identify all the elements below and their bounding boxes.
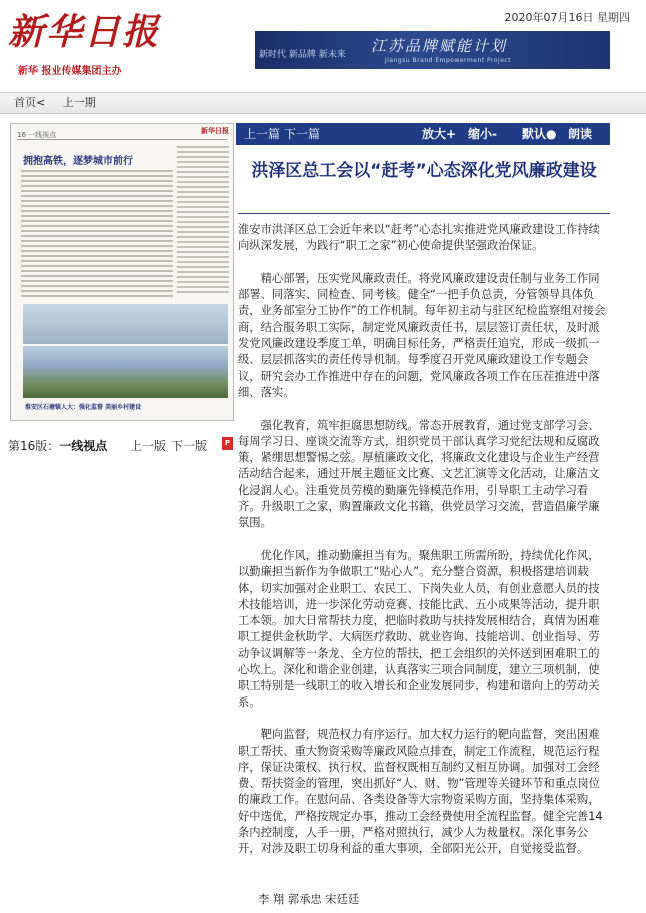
thumb-photo [23,346,228,398]
nav-home-link[interactable]: 首页< [14,96,46,109]
banner-slogan: 新时代 新品牌 新未来 [259,50,346,60]
article-paragraph: 强化教育，筑牢拒腐思想防线。常态开展教育，通过党支部学习会、每周学习日、座谈交流等方式，组织党员干部认真学习党纪法规和反腐政策，紧绷思想警惕之弦。厚植廉政文化，将廉政文化建设与企业生产经营活动结合起来，通过开展主题征文比赛、文艺汇演等文化活动，让廉洁文化浸润人心。注重党员劳模的勤廉先锋模范作用，引导职工主动学习看齐。升级职工之家，购置廉政文化书籍，供党员学习交流，营造倡廉学廉氛围。 [238,418,600,530]
thumb-caption: 淮安区石塘镇人大：强化监督 美丽乡村建设 [25,404,142,411]
page-header [0,0,646,88]
pdf-icon[interactable]: P [222,437,233,450]
page-number: 第16版： [8,439,60,453]
banner-english: Jiangsu Brand Empowerment Project [385,57,512,64]
publisher-mark: 新华 [18,66,38,77]
article-paragraph: 优化作风，推动勤廉担当有为。聚焦职工所需所盼，持续优化作风，以勤廉担当新作为争做职工“贴心人”。充分整合资源，积极搭建培训载体，切实加强对企业职工、农民工、下岗失业人员，有创业意愿人员的技术技能培训，进一步深化劳动竞赛、技能比武、五小成果等活动，提升职工本领。加大日常帮扶力度，把临时救助与扶持发展相结合，真情为困难职工提供金秋助学、大病医疗救助、就业咨询、技能培训、创业指导、劳动争议调解等一条龙、全方位的帮扶，把工会组织的关怀送到困难职工的心坎上。深化和谐企业创建，认真落实三项合同制度，建立三项机制，使职工特别是一线职工的收入增长和企业发展同步，构建和谐向上的劳动关系。 [238,548,600,709]
article-paragraph: 精心部署，压实党风廉政责任。将党风廉政建设责任制与业务工作同部署、同落实、同检查、同考核。健全“一把手负总责，分管领导具体负责，业务部室分工协作”的工作机制。每年初主动与驻区纪检监察组对接会商，结合服务职工实际，制定党风廉政责任书，层层签订责任状，及时派发党风廉政建设季度工单，明确目标任务，严格责任追究，形成一级抓一级、层层抓落实的责任传导机制。每季度召开党风廉政建设工作专题会议，研究会办工作推进中存在的问题，党风廉政各项工作在压茬推进中落细、落实。 [238,271,606,399]
default-size-button[interactable]: 默认● [522,127,557,141]
article-paragraph: 靶向监督，规范权力有序运行。加大权力运行的靶向监督，突出困难职工帮扶、重大物资采购等廉政风险点排查，制定工作流程，规范运行程序，保证决策权、执行权、监督权既相互制约又相互协调。加强对工会经费、帮扶资金的管理，突出抓好“人、财、物”管理等关键环节和重点岗位的廉政工作。在慰问品、各类设备等大宗物资采购方面，坚持集体采购，好中选优，严格按规定办事，推动工会经费使用全流程监督。健全完善14条内控制度，人手一册，严格对照执行，减少人为裁量权。深化事务公开，对涉及职工切身利益的重大事项，全部阳光公开，自觉接受监督。 [238,728,603,856]
page-thumbnail[interactable] [10,123,234,421]
article-toolbar [236,123,610,145]
thumb-right-column [177,146,229,296]
zoom-out-button[interactable]: 缩小- [468,127,497,141]
next-article-link[interactable]: 下一篇 [284,127,321,141]
thumb-photo-sky [23,304,228,344]
top-nav [0,92,646,114]
thumb-headline: 拥抱高铁，逐梦城市前行 [23,156,133,167]
title-divider [238,213,610,214]
page-label [8,437,107,454]
zoom-in-button[interactable]: 放大+ [422,127,457,141]
section-name[interactable]: 一线视点 [59,439,108,453]
read-aloud-button[interactable]: 朗读 [568,127,593,141]
article-paragraph: 淮安市洪泽区总工会近年来以“赶考”心态扎实推进党风廉政建设工作持续向纵深发展，为践行“职工之家”初心使命提供坚强政治保证。 [238,223,600,253]
brand-banner[interactable] [255,31,610,69]
thumb-header: 16 一线视点 [17,130,227,140]
prev-article-link[interactable]: 上一篇 [244,127,281,141]
newspaper-logo[interactable]: 新华日报 [8,11,161,53]
next-page-link[interactable]: 下一版 [171,439,208,453]
page-info [8,437,236,453]
publisher-text: 报业传媒集团主办 [41,66,122,77]
thumb-badge: 新华日报 [201,127,229,135]
article-title: 洪泽区总工会以“赶考”心态深化党风廉政建设 [251,161,597,181]
nav-prev-issue-link[interactable]: 上一期 [62,96,96,109]
publisher-line [18,62,121,77]
thumb-text-block [21,170,173,300]
prev-page-link[interactable]: 上一版 [130,439,167,453]
article-author: 李 翔 郭承忠 宋廷廷 [258,893,360,906]
article-body [238,222,610,874]
banner-title: 江苏品牌赋能计划 [371,37,508,55]
issue-date: 2020年07月16日 星期四 [504,11,630,24]
